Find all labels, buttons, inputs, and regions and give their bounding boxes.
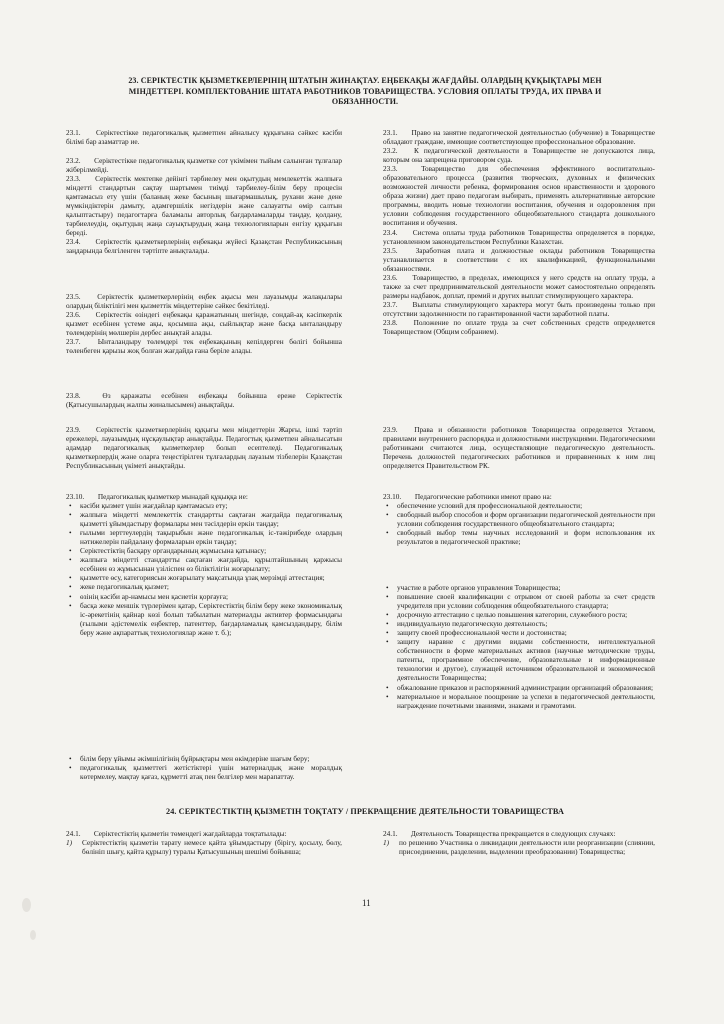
ru-para-23-5-num: 23.5.	[383, 245, 398, 255]
kz-para-23-9	[66, 425, 342, 470]
kz-para-23-7-num: 23.7.	[66, 337, 81, 347]
ru-para-23-7-num: 23.7.	[383, 299, 398, 309]
kz-para-23-8-text: Өз қаражаты есебінен еңбекақы бойынша ереже Серіктестік (Қатысушылардың жалпы жиналысымен) анықтайды.	[66, 391, 342, 410]
kz-para-23-10-num: 23.10.	[66, 492, 85, 501]
ru-rights-item: • обжалование приказов и распоряжений администрации организаций образования;	[383, 683, 655, 692]
kz-para-23-10	[66, 492, 342, 501]
ru-para-23-7	[383, 300, 655, 318]
kz-para-23-4-num: 23.4.	[66, 237, 81, 247]
scan-artifact	[30, 930, 36, 940]
kz-rights-item: • өзінің кәсіби ар-намысы мен қасиетін қорғауға;	[66, 592, 342, 601]
kz-rights-item: • Серіктестіктің басқару органдарының жұмысына қатынасу;	[66, 546, 342, 555]
kz-col-block-3	[66, 292, 342, 355]
ru-para-23-3	[383, 164, 655, 227]
scan-artifact	[22, 898, 31, 912]
kz-rights-item: • кәсіби қызмет үшін жағдайлар қамтамасыз ету;	[66, 501, 342, 510]
kz-col-block-5	[66, 425, 342, 470]
ru-para-23-3-num: 23.3.	[383, 164, 398, 174]
ru-rights-item: • индивидуальную педагогическую деятельность;	[383, 619, 655, 628]
kz-para-24-1	[66, 829, 342, 838]
ru-para-23-6-text: Товарищество, в пределах, имеющихся у него средств на оплату труда, а также за счет предпринимательской деятельности может самостоятельно определять размеры надбавок, доплат, премий и других выплат стимулирующего характера.	[383, 272, 655, 300]
ru-rights-item: • защиту своей профессиональной чести и достоинства;	[383, 628, 655, 637]
ru-para-23-9-num: 23.9.	[383, 425, 398, 434]
ru-rights-item: • свободный выбор темы научных исследований и форм использования их результатов в педагогической практике;	[383, 528, 655, 546]
kz-para-24-1-item-1-text: Серіктестіктің қызметін тарату немесе қайта ұйымдастыру (бірігу, қосылу, бөлу, бөлініп шығу, қайта құрылу) туралы Қатысушының шешімі бойынша;	[82, 838, 342, 857]
kz-para-23-7	[66, 337, 342, 355]
kz-para-23-6-num: 23.6.	[66, 310, 81, 320]
kz-para-24-1-num: 24.1.	[66, 829, 81, 838]
section-23-title-line3: ОБЯЗАННОСТИ.	[331, 97, 399, 106]
ru-para-23-10-num: 23.10.	[383, 492, 402, 501]
kz-col-block-24	[66, 829, 342, 856]
kz-para-23-6	[66, 310, 342, 337]
section-23-title-line1: 23. СЕРІКТЕСТІК ҚЫЗМЕТКЕРЛЕРІНІҢ ШТАТЫН ЖИНАҚТАУ. ЕҢБЕКАҚЫ ЖАҒДАЙЫ. ОЛАРДЫҢ ҚҰҚЫҚТАРЫ МЕН	[128, 76, 602, 85]
ru-para-23-4-text: Система оплаты труда работников Товарищества определяется в порядке, установленном законодательством Республики Казахстан.	[383, 227, 655, 246]
ru-para-23-10-text: Педагогические работники имеют право на:	[414, 492, 552, 501]
kz-para-24-1-item-1	[66, 838, 342, 856]
ru-para-24-1-item-1	[383, 838, 655, 856]
ru-para-23-2-text: К педагогической деятельности в Товариществе не допускаются лица, которым она запрещена приговором суда.	[383, 146, 655, 165]
ru-para-23-5	[383, 246, 655, 273]
ru-col-block-3	[383, 492, 655, 546]
kz-rights-list-cont	[66, 754, 342, 781]
kz-para-23-8-num: 23.8.	[66, 391, 81, 400]
section-23-title-line2: МІНДЕТТЕРІ. КОМПЛЕКТОВАНИЕ ШТАТА РАБОТНИКОВ ТОВАРИЩЕСТВА. УСЛОВИЯ ОПЛАТЫ ТРУДА, ИХ ПРАВА И	[128, 86, 602, 96]
section-24-title: 24. СЕРІКТЕСТІКТІҢ ҚЫЗМЕТІН ТОҚТАТУ / ПРЕКРАЩЕНИЕ ДЕЯТЕЛЬНОСТИ ТОВАРИЩЕСТВА	[166, 807, 564, 816]
ru-para-24-1	[383, 829, 655, 838]
ru-rights-item: • участие в работе органов управления Товарищества;	[383, 583, 655, 592]
ru-para-23-6	[383, 273, 655, 300]
kz-para-23-1	[66, 128, 342, 146]
ru-para-23-4-num: 23.4.	[383, 227, 398, 237]
section-23-title	[80, 76, 650, 108]
ru-para-23-7-text: Выплаты стимулирующего характера могут быть произведены только при отсутствии задолженности по гарантированной части заработной платы.	[383, 299, 655, 318]
kz-rights-item: • қызметте өсу, категориясын жоғарылату мақсатында ұзақ мерзімді аттестация;	[66, 573, 342, 582]
kz-para-23-3-num: 23.3.	[66, 174, 81, 184]
ru-rights-item: • досрочную аттестацию с целью повышения категории, служебного роста;	[383, 610, 655, 619]
kz-col-block-7	[66, 754, 342, 781]
kz-para-23-7-text: Ынталандыру төлемдері тек еңбекақының кепілдерген бөлігі бойынша төленбеген қарызы жоқ болған жағдайда ғана беріле алады.	[66, 337, 342, 356]
ru-para-24-1-text: Деятельность Товарищества прекращается в следующих случаях:	[410, 829, 616, 838]
kz-para-23-4-text: Серіктестік қызметкерлерінің еңбекақы жүйесі Қазақстан Республикасының заңдарында белгіленген тәртіпте анықталады.	[66, 237, 343, 256]
kz-rights-list	[66, 501, 342, 637]
kz-rights-item: • білім беру ұйымы әкімшілігінің бұйрықтары мен өкімдеріне шағым беру;	[66, 754, 342, 763]
kz-para-23-3	[66, 174, 342, 237]
ru-rights-item: • защиту наравне с другими видами собственности, интеллектуальной собственности в форме материальных активов (научные методические труды, патенты, программное обеспечение, образовательные и информационные технологии и другое), служащей источником образовательной и экономической деятельности Товарищества;	[383, 637, 655, 682]
ru-para-23-8	[383, 318, 655, 336]
page-number: 11	[362, 898, 371, 908]
ru-para-23-8-text: Положение по оплате труда за счет собственных средств определяется Товариществом (Общим собранием).	[383, 317, 656, 337]
kz-rights-item: • ғылыми зерттеулердің тақырыбын және педагогикалық іс-тәжірибеде олардың нәтижелерін пайдалану формаларын еркін таңдау;	[66, 528, 342, 546]
ru-rights-list-cont	[383, 583, 655, 710]
kz-para-23-9-text: Серіктестік қызметкерлерінің құқығы мен міндеттерін Жарғы, ішкі тәртіп ережелері, лауазымдық нұсқаулықтар анықтайды. Педагогтық қызметпен айналысатын адамдар педагогикалық қызметкерлер болып есептеледі. Педагогикалық қызметкерлердің және оларға теңестірілген тұлғалардың лауазым тізбелерін Қазақстан Республикасының үкіметі анықтайды.	[66, 425, 342, 471]
kz-para-23-8	[66, 391, 342, 409]
ru-para-23-1-text: Право на занятие педагогической деятельностью (обучение) в Товариществе обладают граждане, имеющие соответствующее профессиональное образование.	[383, 128, 656, 147]
kz-para-23-6-text: Серіктестік өзіндегі еңбекақы қаражатының шегінде, сондай-ақ кәсіпкерлік қызмет есебінен үстеме ақы, қосымша ақы, сыйлықтар және басқа ынталандыру төлемдерінің мөлшерін дербес анықтай алады.	[66, 310, 342, 338]
ru-para-23-5-text: Заработная плата и должностные оклады работников Товарищества устанавливается в соответствии с их квалификацией, функциональными обязанностями.	[383, 245, 655, 273]
ru-para-23-3-text: Товарищество для обеспечения эффективного воспитательно-образовательного процесса (развития творческих, духовных и физических возможностей личности ребенка, формирования основ нравственности и здорового образа жизни) дает право педагогам выбирать, применять альтернативные авторские программы, вводить новые технологии воспитания, обучения и оздоровления при условии соблюдения государственного общеобязательного стандарта дошкольного воспитания и обучения.	[383, 164, 655, 228]
ru-para-23-1	[383, 128, 655, 146]
ru-col-block-2	[383, 425, 655, 470]
kz-rights-item: • басқа жеке меншік түрлерімен қатар, Серіктестіктің білім беру жеке экономикалық іс-әрекетінің қайнар көзі болып табылатын материалды активтер формасындағы (ғылыми әдістемелік еңбектер, патенттер, бағдарламалық қамсыздандыру, білім беру және ақпараттық технологиялар және т. б.);	[66, 601, 342, 637]
ru-para-23-9	[383, 425, 655, 470]
kz-para-24-1-text: Серіктестіктің қызметін төмендегі жағдайларда тоқтатылады:	[93, 829, 287, 838]
kz-rights-item: • жеке педагогикалық қызмет;	[66, 582, 342, 591]
kz-para-23-9-num: 23.9.	[66, 425, 81, 434]
kz-para-23-4	[66, 237, 342, 255]
kz-rights-item: • жалпыға міндетті стандартты сақтаған жағдайда, құрылтайшының қаржысы есебінен өз жұмысынан үзіліспен өз біліктілігін жоғарылату;	[66, 555, 342, 573]
kz-col-block-1	[66, 128, 342, 146]
ru-para-24-1-item-1-num: 1)	[383, 838, 390, 848]
ru-para-23-2	[383, 146, 655, 164]
kz-para-23-2	[66, 156, 342, 174]
kz-col-block-2	[66, 156, 342, 256]
ru-rights-item: • материальное и моральное поощрение за успехи в педагогической деятельности, награждение почетными званиями, знаками и грамотами.	[383, 692, 655, 710]
kz-col-block-6	[66, 492, 342, 637]
kz-rights-item: • педагогикалық қызметтегі жетістіктері үшін материалдық және моралдық көтермелеу, мақтау қағаз, құрметті атақ пен белгілер мен марапаттау.	[66, 763, 342, 781]
ru-para-23-6-num: 23.6.	[383, 272, 398, 282]
ru-rights-list	[383, 501, 655, 546]
ru-para-23-8-num: 23.8.	[383, 317, 398, 327]
kz-para-24-1-item-1-num: 1)	[66, 838, 73, 848]
kz-col-block-4	[66, 391, 342, 409]
kz-para-23-1-num: 23.1.	[66, 128, 81, 137]
kz-para-23-10-text: Педагогикалық қызметкер мынадай құқыққа ие:	[97, 492, 248, 501]
ru-rights-item: • повышение своей квалификации с отрывом от своей работы за счет средств учредителя при условии соблюдения общеобязательного стандарта;	[383, 592, 655, 610]
kz-para-23-1-text: Серіктестікке педагогикалық қызметпен айналысу құқығына сәйкес кәсіби білімі бар азаматтар ие.	[66, 128, 342, 147]
kz-para-23-5	[66, 292, 342, 310]
ru-para-23-1-num: 23.1.	[383, 128, 398, 137]
ru-col-block-4	[383, 583, 655, 710]
kz-para-23-2-num: 23.2.	[66, 156, 81, 165]
ru-para-24-1-num: 24.1.	[383, 829, 398, 838]
ru-col-block-24	[383, 829, 655, 856]
ru-col-block-1	[383, 128, 655, 336]
ru-para-23-4	[383, 228, 655, 246]
kz-para-23-2-text: Серіктестікке педагогикалық қызметке сот үкімімен тыйым салынған тұлғалар жіберілмейді.	[66, 156, 343, 175]
kz-rights-item: • жалпыға міндетті мемлекеттік стандартты сақтаған жағдайда педагогикалық қызметті ұйымдастыру формалары мен тәсілдерін еркін таңдау;	[66, 510, 342, 528]
kz-para-23-5-num: 23.5.	[66, 292, 81, 301]
ru-para-23-9-text: Права и обязанности работников Товарищества определяется Уставом, правилами внутреннего распорядка и должностными инструкциями. Педагогическими работниками считаются лица, осуществляющие педагогическую деятельность. Перечень должностей педагогических работников и приравненных к ним лиц определяется Правительством РК.	[383, 425, 655, 471]
kz-para-23-5-text: Серіктестік қызметкерлерінің еңбек ақысы мен лауазымды жалақылары олардың біліктілігі мен қызметтік міндеттеріне сәйкес бекітіледі.	[66, 292, 343, 311]
ru-para-23-2-num: 23.2.	[383, 146, 398, 156]
ru-rights-item: • свободный выбор способов и форм организации педагогической деятельности при условии соблюдения государственного общеобязательного стандарта;	[383, 510, 655, 528]
ru-para-23-10	[383, 492, 655, 501]
ru-rights-item: • обеспечение условий для профессиональной деятельности;	[383, 501, 655, 510]
ru-para-24-1-item-1-text: по решению Участника о ликвидации деятельности или реорганизации (слиянии, присоединении, разделении, выделении преобразовании) Товарищества;	[399, 838, 655, 857]
kz-para-23-3-text: Серіктестік мектепке дейінгі тәрбиелеу мен оқытудың мемлекеттік жалпыға міндетті стандартын сақтау шартымен тиімді тәрбиелеу-білім беру процесін қамтамасыз ету үшін (баланың жеке басының шығармашылық, рухани және дене мүмкіндіктерін дамыту, адамгершілік негіздерін және салауатты өмір салтын қалыптастыру) педагогтарға баламалы авторлық бағдарламаларды таңдау, қолдану, тәрбиелеудің, оқытудың жаңа сауықтырудың жаңа технологияларын енгізу құқығын береді.	[66, 174, 342, 238]
